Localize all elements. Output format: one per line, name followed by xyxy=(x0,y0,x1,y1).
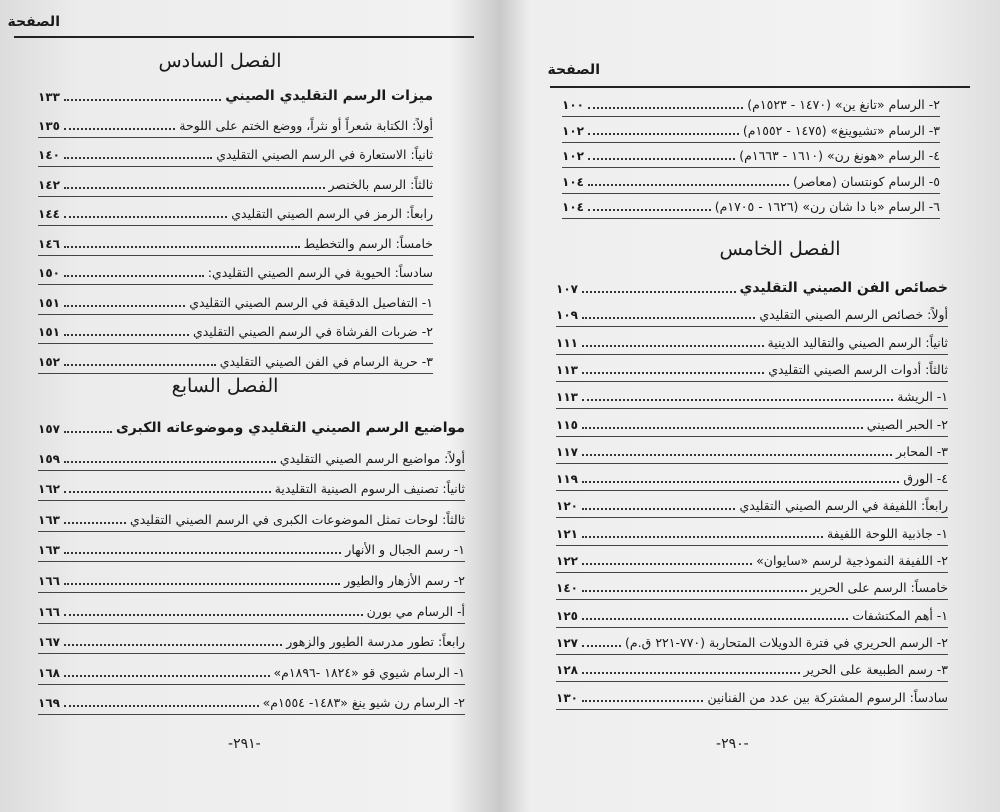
toc-entry xyxy=(562,123,940,138)
toc-entry-title: ثانياً: الرسم الصيني والتقاليد الدينية xyxy=(767,334,948,350)
row-underline xyxy=(562,167,940,168)
toc-entry xyxy=(556,444,948,459)
toc-entry-title: ٣- حرية الرسام في الفن الصيني التقليدي xyxy=(219,353,433,369)
dot-leader xyxy=(64,128,175,130)
toc-entry xyxy=(562,174,940,189)
dot-leader xyxy=(64,157,212,159)
toc-entry-title: ٢- الحبر الصيني xyxy=(866,416,948,432)
toc-entry xyxy=(562,97,940,112)
row-underline xyxy=(556,490,948,491)
toc-entry xyxy=(556,335,948,350)
toc-entry-title: خامساً: الرسم على الحرير xyxy=(811,580,948,596)
toc-entry xyxy=(562,148,940,163)
toc-entry xyxy=(38,206,433,221)
toc-entry-title: ٤- الرسام «هونغ رن» (١٦١٠ - ١٦٦٣م) xyxy=(739,148,940,163)
toc-entry-title: أولاً: خصائص الرسم الصيني التقليدي xyxy=(759,307,948,323)
toc-entry-title: ميزات الرسم التقليدي الصيني xyxy=(225,88,433,104)
toc-page-number: ١٥٢ xyxy=(38,354,60,369)
toc-page-number: ١٦٣ xyxy=(38,543,60,558)
row-underline xyxy=(38,373,433,374)
toc-section-heading xyxy=(38,88,433,104)
toc-page-number: ١٦٩ xyxy=(38,696,60,711)
toc-entry-title: رابعاً: اللفيفة في الرسم الصيني التقليدي xyxy=(739,498,948,514)
toc-page-number: ١٦٦ xyxy=(38,604,60,619)
toc-entry-title: ثالثاً: الرسم بالخنصر xyxy=(328,176,433,192)
toc-entry xyxy=(38,236,433,251)
toc-entry xyxy=(556,471,948,486)
dot-leader xyxy=(582,563,752,565)
toc-page-number: ١٢٥ xyxy=(556,608,578,623)
dot-leader xyxy=(64,364,216,366)
row-underline xyxy=(556,517,948,518)
toc-entry-title: رابعاً: الرمز في الرسم الصيني التقليدي xyxy=(231,206,433,221)
dot-leader xyxy=(64,705,259,707)
toc-entry xyxy=(562,199,940,214)
toc-entry xyxy=(556,417,948,432)
toc-entry-title: ٥- الرسام كونتسان (معاصر) xyxy=(793,173,940,189)
row-underline xyxy=(562,142,940,143)
toc-entry xyxy=(38,573,465,588)
toc-page-number: ١٣٠ xyxy=(556,690,578,705)
dot-leader xyxy=(582,481,899,483)
row-underline xyxy=(556,572,948,573)
toc-entry-title: ٣- المحابر xyxy=(896,443,948,459)
toc-page-number: ١٣٣ xyxy=(38,90,60,104)
left-page xyxy=(0,0,495,812)
row-underline xyxy=(38,314,433,315)
toc-section-heading xyxy=(556,280,948,296)
row-underline xyxy=(38,225,433,226)
toc-page-number: ١٤٦ xyxy=(38,236,60,251)
toc-entry xyxy=(38,604,465,619)
toc-page-number: ١٤٢ xyxy=(38,177,60,192)
dot-leader xyxy=(64,99,221,101)
toc-entry xyxy=(38,177,433,192)
row-underline xyxy=(556,654,948,655)
toc-entry-title: ٦- الرسام «با دا شان رن» (١٦٢٦ - ١٧٠٥م) xyxy=(714,199,940,214)
toc-entry-title: مواضيع الرسم الصيني التقليدي وموضوعاته الكبرى xyxy=(115,420,465,436)
toc-entry xyxy=(38,354,433,369)
row-underline xyxy=(38,166,433,167)
dot-leader xyxy=(582,454,892,456)
toc-entry-title: ٢- الرسام رن شيو ينغ «١٤٨٣- ١٥٥٤م» xyxy=(262,695,465,711)
toc-page-number: ١٢٧ xyxy=(556,635,578,650)
dot-leader xyxy=(582,317,755,319)
toc-page-number: ١٦٦ xyxy=(38,574,60,588)
toc-page-number: ١٥٠ xyxy=(38,266,60,280)
row-underline xyxy=(562,193,940,194)
toc-entry xyxy=(38,265,433,280)
row-underline xyxy=(38,592,465,593)
toc-entry-title: خامساً: الرسم والتخطيط xyxy=(303,235,433,251)
row-underline xyxy=(38,255,433,256)
toc-entry xyxy=(38,481,465,496)
dot-leader xyxy=(582,536,823,538)
toc-entry-title: ١- أهم المكتشفات xyxy=(852,607,948,623)
dot-leader xyxy=(64,246,300,248)
toc-page-number: ١١١ xyxy=(556,335,578,350)
toc-page-number: ١٤٠ xyxy=(38,148,60,162)
toc-entry-title: ١- جاذبية اللوحة اللفيفة xyxy=(826,525,948,541)
dot-leader xyxy=(64,275,204,277)
toc-page-number: ١٢٢ xyxy=(556,554,578,568)
toc-entry xyxy=(556,635,948,650)
dot-leader xyxy=(64,614,363,616)
toc-entry xyxy=(556,553,948,568)
toc-entry xyxy=(38,634,465,649)
toc-entry xyxy=(38,147,433,162)
dot-leader xyxy=(64,216,227,218)
toc-page-number: ١٢١ xyxy=(556,526,578,541)
toc-entry-title: أ- الرسام مي بورن xyxy=(366,603,465,619)
toc-page-number: ١٠٠ xyxy=(562,98,584,112)
toc-section-heading xyxy=(38,420,465,436)
row-underline xyxy=(556,545,948,546)
toc-entry xyxy=(556,389,948,404)
toc-page-number: ١٤٠ xyxy=(556,581,578,596)
dot-leader xyxy=(582,427,863,429)
toc-entry-title: ثانياً: تصنيف الرسوم الصينية التقليدية xyxy=(274,481,465,497)
page-number: -٢٩١- xyxy=(228,736,261,752)
toc-page-number: ١١٥ xyxy=(556,417,578,432)
toc-entry-title: أولاً: الكتابة شعراً أو نثراً، ووضع الختم على اللوحة xyxy=(179,117,433,133)
toc-entry-title: ١- الريشة xyxy=(897,389,948,405)
toc-entry xyxy=(556,526,948,541)
row-underline xyxy=(556,463,948,464)
toc-entry xyxy=(38,118,433,133)
dot-leader xyxy=(582,645,621,647)
header-rule xyxy=(14,36,474,38)
row-underline xyxy=(38,470,465,471)
toc-entry-title: ٢- اللفيفة النموذجية لرسم «سايوان» xyxy=(756,553,948,568)
toc-entry-title: رابعاً: تطور مدرسة الطيور والزهور xyxy=(286,634,465,650)
dot-leader xyxy=(64,187,325,189)
toc-entry-title: خصائص الفن الصيني التقليدي xyxy=(739,280,948,296)
row-underline xyxy=(556,681,948,682)
row-underline xyxy=(38,714,465,715)
dot-leader xyxy=(64,552,341,554)
toc-entry-title: ١- التفاصيل الدقيقة في الرسم الصيني التقليدي xyxy=(189,294,433,310)
dot-leader xyxy=(582,291,736,293)
row-underline xyxy=(38,343,433,344)
page-number: -٢٩٠- xyxy=(716,736,749,752)
toc-entry-title: ٣- الرسام «تشيوينغ» (١٤٧٥ - ١٥٥٢م) xyxy=(742,122,940,138)
toc-page-number: ١٢٨ xyxy=(556,663,578,678)
row-underline xyxy=(38,653,465,654)
row-underline xyxy=(556,408,948,409)
row-underline xyxy=(562,218,940,219)
dot-leader xyxy=(588,184,789,186)
row-underline xyxy=(38,561,465,562)
row-underline xyxy=(556,326,948,327)
toc-page-number: ١٠٩ xyxy=(556,308,578,323)
dot-leader xyxy=(64,305,185,307)
toc-entry xyxy=(556,498,948,513)
right-page xyxy=(510,0,1000,812)
toc-entry-title: ٣- رسم الطبيعة على الحرير xyxy=(803,662,948,678)
toc-entry xyxy=(38,324,433,339)
dot-leader xyxy=(582,618,848,620)
dot-leader xyxy=(582,508,735,510)
dot-leader xyxy=(582,590,807,592)
toc-entry xyxy=(38,665,465,680)
toc-entry-title: ١- رسم الجبال و الأنهار xyxy=(345,542,465,558)
toc-page-number: ١١٣ xyxy=(556,362,578,377)
row-underline xyxy=(38,196,433,197)
toc-page-number: ١٣٥ xyxy=(38,118,60,133)
toc-entry xyxy=(556,608,948,623)
toc-page-number: ١١٧ xyxy=(556,444,578,459)
toc-page-number: ١٦٨ xyxy=(38,665,60,680)
toc-entry xyxy=(556,662,948,677)
toc-entry-title: سادساً: الرسوم المشتركة بين عدد من الفنانين xyxy=(707,689,948,705)
toc-entry xyxy=(38,695,465,710)
toc-page-number: ١٠٢ xyxy=(562,149,584,163)
row-underline xyxy=(556,381,948,382)
toc-page-number: ١٦٧ xyxy=(38,635,60,650)
page-header: الصفحة xyxy=(547,62,600,78)
toc-entry-title: ثالثاً: لوحات تمثل الموضوعات الكبرى في الرسم الصيني التقليدي xyxy=(130,511,465,527)
toc-entry xyxy=(38,542,465,557)
toc-entry-title: سادساً: الحيوية في الرسم الصيني التقليدي: xyxy=(207,265,433,280)
dot-leader xyxy=(64,522,126,524)
row-underline xyxy=(556,599,948,600)
toc-entry-title: ٢- الرسام «تانغ ين» (١٤٧٠ - ١٥٢٣م) xyxy=(747,97,940,112)
dot-leader xyxy=(64,644,282,646)
row-underline xyxy=(38,531,465,532)
toc-entry-title: ثالثاً: أدوات الرسم الصيني التقليدي xyxy=(768,361,948,377)
toc-page-number: ١٤٤ xyxy=(38,207,60,221)
toc-page-number: ١٠٤ xyxy=(562,200,584,214)
toc-entry xyxy=(38,512,465,527)
dot-leader xyxy=(64,583,340,585)
row-underline xyxy=(38,684,465,685)
page-header: الصفحة xyxy=(7,14,60,30)
chapter-title-6: الفصل السادس xyxy=(158,50,282,72)
toc-page-number: ١٥٩ xyxy=(38,451,60,466)
dot-leader xyxy=(588,133,739,135)
dot-leader xyxy=(582,672,800,674)
dot-leader xyxy=(582,345,764,347)
toc-page-number: ١٢٠ xyxy=(556,499,578,514)
toc-entry xyxy=(38,451,465,466)
dot-leader xyxy=(588,158,735,160)
toc-page-number: ١١٣ xyxy=(556,390,578,405)
toc-entry xyxy=(556,307,948,322)
row-underline xyxy=(38,284,433,285)
toc-entry xyxy=(556,362,948,377)
dot-leader xyxy=(582,700,703,702)
toc-entry-title: ثانياً: الاستعارة في الرسم الصيني التقليدي xyxy=(216,147,433,162)
chapter-title-7: الفصل السابع xyxy=(171,375,279,397)
toc-entry xyxy=(556,690,948,705)
toc-page-number: ١٦٢ xyxy=(38,482,60,497)
dot-leader xyxy=(582,399,893,401)
header-rule xyxy=(550,86,970,88)
dot-leader xyxy=(64,334,189,336)
toc-page-number: ١٠٧ xyxy=(556,282,578,296)
dot-leader xyxy=(588,107,743,109)
toc-page-number: ١٥٧ xyxy=(38,422,60,436)
toc-entry xyxy=(38,295,433,310)
toc-entry xyxy=(556,580,948,595)
dot-leader xyxy=(64,461,276,463)
toc-entry-title: ٢- الرسم الحريري في فترة الدويلات المتحاربة (٧٧٠-٢٢١ ق.م) xyxy=(625,634,948,650)
row-underline xyxy=(38,137,433,138)
toc-page-number: ١٥١ xyxy=(38,295,60,310)
row-underline xyxy=(556,627,948,628)
row-underline xyxy=(556,709,948,710)
toc-page-number: ١٠٤ xyxy=(562,174,584,189)
chapter-title-5: الفصل الخامس xyxy=(719,238,841,260)
row-underline xyxy=(556,354,948,355)
dot-leader xyxy=(64,431,112,433)
dot-leader xyxy=(582,372,764,374)
toc-entry-title: ٤- الورق xyxy=(903,471,948,487)
row-underline xyxy=(38,500,465,501)
toc-entry-title: ١- الرسام شيوي قو «١٨٢٤ -١٨٩٦م» xyxy=(273,664,465,680)
dot-leader xyxy=(64,491,271,493)
toc-page-number: ١١٩ xyxy=(556,472,578,487)
toc-page-number: ١٠٢ xyxy=(562,123,584,138)
toc-entry-title: ٢- ضربات الفرشاة في الرسم الصيني التقليدي xyxy=(192,324,433,339)
row-underline xyxy=(38,623,465,624)
toc-entry-title: ٢- رسم الأزهار والطيور xyxy=(344,573,465,588)
row-underline xyxy=(562,116,940,117)
toc-entry-title: أولاً: مواضيع الرسم الصيني التقليدي xyxy=(279,450,465,466)
dot-leader xyxy=(588,209,711,211)
toc-page-number: ١٥١ xyxy=(38,325,60,339)
dot-leader xyxy=(64,675,270,677)
toc-page-number: ١٦٣ xyxy=(38,512,60,527)
row-underline xyxy=(556,436,948,437)
